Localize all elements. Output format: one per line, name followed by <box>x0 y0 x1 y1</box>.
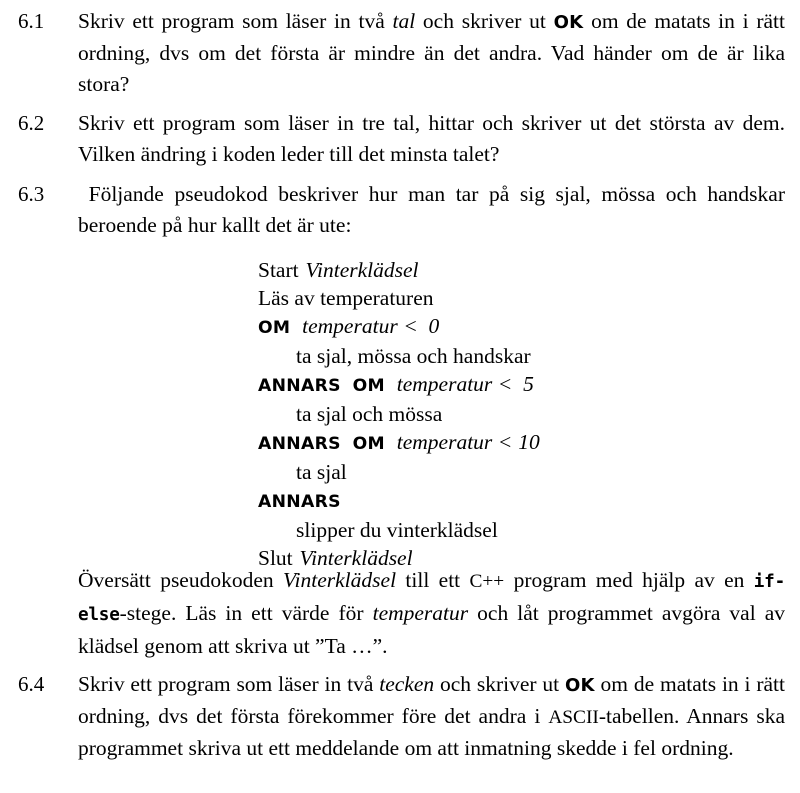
exercise-6-3 <box>0 179 800 241</box>
exercise-6-2 <box>0 108 800 170</box>
pseudocode-keyword-om: OM <box>258 318 291 338</box>
pseudocode-routine-name: Vinterklädsel <box>299 546 413 570</box>
pseudocode-operator: < <box>499 372 512 396</box>
text-run: -tabellen. Annars ska programmet skriva ut ett meddelande om att inmatning skedde i fel ordning. <box>78 704 786 760</box>
exercise-6-1 <box>0 6 800 100</box>
pseudocode-routine-name: Vinterklädsel <box>305 258 419 282</box>
text-run: program med hjälp av en <box>504 568 754 592</box>
exercise-6-3-followup <box>0 565 800 662</box>
smallcaps-cpp: C++ <box>469 571 505 592</box>
italic-term-vinterkladsel: Vinterklädsel <box>283 568 397 592</box>
pseudocode-number: 5 <box>523 372 534 396</box>
keyword-ok: OK <box>553 12 584 33</box>
pseudocode-line-body-2 <box>258 400 800 428</box>
text-run: om de matats in i rätt ordning, dvs om det första är mindre än det andra. Vad händer om de är lika stora? <box>78 9 785 96</box>
exercise-6-3-text: Följande pseudokod beskriver hur man tar på sig sjal, mössa och handskar beroende på hur kallt det är ute: <box>78 182 786 237</box>
pseudocode-word: ta sjal och mössa <box>296 402 443 426</box>
pseudocode-word: ta sjal <box>296 460 347 484</box>
pseudocode-operator: < <box>404 314 417 338</box>
text-run: och skriver ut <box>415 9 554 33</box>
pseudocode-keyword-om: OM <box>352 434 385 454</box>
text-run: Skriv ett program som läser in två <box>78 9 393 33</box>
text-run: Översätt pseudokoden <box>78 568 283 592</box>
pseudocode-variable: temperatur <box>396 430 493 454</box>
text-run: till ett <box>396 568 470 592</box>
italic-term-temperatur: temperatur <box>372 601 469 625</box>
pseudocode-keyword-annars: ANNARS <box>258 376 341 396</box>
text-run: -stege. Läs in ett värde för <box>119 601 373 625</box>
pseudocode-number: 0 <box>428 314 440 338</box>
pseudocode-line-body-3 <box>258 458 800 486</box>
italic-term-tal: tal <box>392 9 416 33</box>
pseudocode-word: slipper du vinterklädsel <box>296 518 498 542</box>
pseudocode-line-body-1 <box>258 342 800 370</box>
exercise-6-4-text <box>78 669 785 764</box>
exercise-number-6-2: 6.2 <box>18 111 45 135</box>
smallcaps-ascii: ASCII <box>548 707 599 728</box>
pseudocode-line-if-0 <box>258 312 800 342</box>
exercise-number-6-1: 6.1 <box>18 9 45 33</box>
pseudocode-variable: temperatur <box>302 314 398 338</box>
pseudocode-word: Start <box>258 258 299 282</box>
pseudocode-line-start <box>258 256 800 284</box>
pseudocode-word: Slut <box>258 546 293 570</box>
pseudocode-block <box>0 256 800 572</box>
text-run: och låt programmet avgöra val av klädsel genom att skriva ut ”Ta …”. <box>78 601 785 658</box>
pseudocode-line-else <box>258 486 800 516</box>
exercise-6-1-text <box>78 6 785 100</box>
text-run: Skriv ett program som läser in två <box>78 672 380 696</box>
italic-term-tecken: tecken <box>379 672 435 696</box>
pseudocode-word: ta sjal, mössa och handskar <box>296 344 531 368</box>
pseudocode-line-elseif-5 <box>258 370 800 400</box>
pseudocode-operator: < <box>499 430 512 454</box>
pseudocode-variable: temperatur <box>396 372 493 396</box>
exercise-6-3-followup-text <box>78 565 785 662</box>
pseudocode-keyword-annars: ANNARS <box>258 492 341 512</box>
exercise-number-6-3: 6.3 <box>18 182 45 206</box>
exercise-number-6-4: 6.4 <box>18 672 45 696</box>
pseudocode-line-read <box>258 284 800 312</box>
pseudocode-line-body-4 <box>258 516 800 544</box>
pseudocode-word: Läs av temperaturen <box>258 286 434 310</box>
pseudocode-line-elseif-10 <box>258 428 800 458</box>
exercise-6-4 <box>0 669 800 764</box>
text-run: och skriver ut <box>434 672 565 696</box>
pseudocode-keyword-om: OM <box>352 376 385 396</box>
pseudocode-number: 10 <box>518 430 540 454</box>
keyword-ok: OK <box>564 675 595 696</box>
pseudocode-keyword-annars: ANNARS <box>258 434 341 454</box>
code-if-else: if-else <box>78 572 785 625</box>
text-run: om de matats in i rätt ordning, dvs det första förekommer före det andra i <box>78 672 785 728</box>
exercise-6-2-text: Skriv ett program som läser in tre tal, hittar och skriver ut det största av dem. Vilken ändring i koden leder till det minsta talet? <box>78 111 785 166</box>
